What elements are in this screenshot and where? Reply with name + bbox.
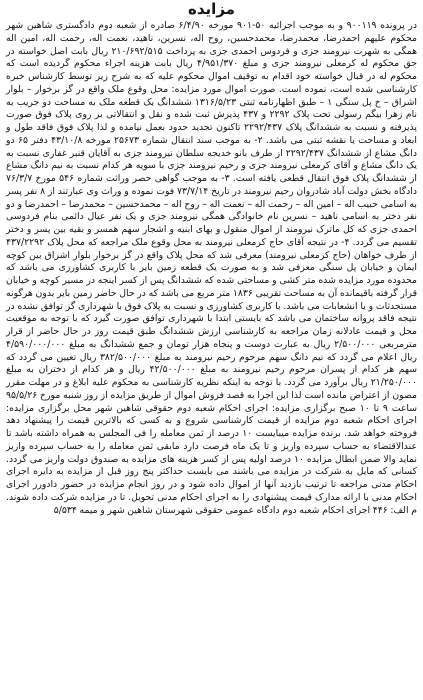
notice-body: در پرونده ۹۰۰۱۱۹ و به موجب اجرائیه ۵۰-۹۰۱ مورخه ۶/۴/۹۰ صادره از شعبه دوم دادگستری شاهین شهر محکوم علیهم احمدرضا، محمدرضا، محمدحسین، روح اله، نسرین، ناهید، نعمت اله، رحمت اله، امین اله همگی به شهرت نیرومند جزی و فردوس احمدی جزی به پرداخت ۲۱۰/۶۹۲/۵۱۵ ریال بابت اصل خواسته در حق محکوم له کرمعلی نیرومند جزی و مبلغ ۴/۹۵۱/۳۷۰ ریال بابت هزینه اجراء محکوم گردیده است که محکوم له در قبال خواسته خود اقدام به توقیف اموال محکوم علیه که به شرح زیر توسط کارشناس خبره کارشناسی شده است، نموده است. صورت اموال مورد مزایده: محل وقوع ملک واقع در گز برخوار – بلوار اشراق – خ پل سنگی ۱ – طبق اظهارنامه ثبتی ۱۳۱۶/۵/۲۳ ششدانگ یک قطعه ملک به مساحت دو جریب به نام زهرا بیگم رسولی تحت پلاک ۲۲۹۲ و ۴۳۷ پذیرش ثبت شده و نقل و انتقالاتی بر روی پلاک فوق صورت پذیرفته و نسبت به ششدانگ پلاک ۲۲۹۲/۴۳۷ تاکنون تجدید حدود بعمل نیامده و لذا پلاک فوق فاقد طول و ابعاد و مساحت یا نقشه ثبتی می باشد. ۲- به موجب سند انتقال شماره ۲۵۶۷۳ مورخه ۴۳/۱۰/۸ دفتر ۶۵ دو دانگ مشاع از ششدانگ ۲۲۹۲/۴۳۷ از طرف بانو خدیجه سلطان نیرومند جزی به آقایان قنبر غفاری نسبت به یک دانگ مشاع و آقای کرمعلی نیرومند جزی و رحیم نیرومند جزی با سویه هر کدام نسبت به نیم دانگ مشاع از ششدانگ پلاک فوق انتقال قطعی یافته است. ۳- به موجب گواهی حصر وراثت شماره ۵۴۶ مورخ ۷۶/۳/۷ دادگاه بخش دولت آباد شادروان رحیم نیرومند در تاریخ ۷۳/۷/۱۴ فوت نموده و وراث وی عبارتند از ۸ نفر پسر به اسامی حبیب اله – امین اله – رحمت اله – نعمت اله – روح اله – محمدحسین – محمدرضا – احمدرضا و دو نفر دختر به اسامی ناهید – نسرین نام خانوادگی همگی نیرومند جزی و یک نفر عیال دائمی بنام فردوسی احمدی جزی که کل ماترک نیرومند از اموال منقول و بهای ابنیه و اشجار سهم همسر و بقیه بین پسر و دختر تقسیم می گردد. ۴- در نتیجه آقای حاج کرمعلی نیرومند به محل وقوع ملک مراجعه که محل پلاک ۴۳۷/۲۲۹۲ از طرف خواهان (حاج کرمعلی نیرومند) معرفی شد که محل پلاک واقع در گز برخوار بلوار اشراق بین کوچه ایمان و خیابان پل سنگی معرفی شد و به صورت یک قطعه زمین باير با کاربری کشاورزی می باشد که محدوده مورد مزایده شده متر کشی و مساحتی شده که ششدانگ پس از کسر اینجه در مسیر کوچه و خیابان قرار گرفته باقیمانده آن به مساحت تقریبی ۱۸۳۶ متر مربع می باشد که در حال حاضر زمین باير بدون هرگونه مستحدثات و یا انشعابات می باشد. با کاربری کشاورزی و نسبت به پلاک فوق با شهرداری گز توافق نشده در نتیجه فاقد پروانه ساختمان می باشد که بایستی ابتدا با شهرداری توافق صورت گیرد که با توجه به موقعیت محل و قیمت عادلانه زمان مراجعه به کارشناسی ارزش ششدانگ طبق قیمت روز در حال حاضر از قرار مترمربعی ۲/۵۰۰/۰۰۰ ریال به عبارت دوست و پنجاه هزار تومان و جمع ششدانگ به مبلغ ۴/۵۹۰/۰۰۰/۰۰۰ ریال اعلام می گردد که نیم دانگ سهم مرحوم رحیم نیرومند به مبلغ ۳۸۲/۵۰۰/۰۰۰ ریال تعیین می گردد که سهم هر کدام از پسران مرحوم رحیم نیرومند به مبلغ ۴۲/۵۰۰/۰۰۰ ریال و هر کدام از دختران به مبلغ ۲۱/۲۵۰/۰۰۰ ریال برآورد می گردد. با توجه به اینکه نظریه کارشناسی به محکوم علیه ابلاغ و در مهلت مقرر مصون از اعتراض مانده است لذا این اجرا به قصد فروش اموال از طریق مزایده از روز شنبه مورخ ۹۵/۵/۲۶ ساعت ۹ تا ۱۰ صبح برگزاری مزایده: اجرای احکام شعبه دوم حقوقی شاهین شهر محل برگزاری مزایده: اجرای احکام شعبه دوم مزایده از قیمت کارشناسی شروع و به کسی که بالاترین قیمت را پیشنهاد دهد فروخته خواهد شد. برنده مزایده میبایست ۱۰ درصد از ثمن معامله را فی المجلس به همراه داشته باشد تا عندالاقتضاء به حساب سپرده واریز و تا یک ماه فرصت دارد مابقی ثمن معامله را به حساب سپرده واریز نماید والا ضمن ابطال مزایده ۱۰ درصد اولیه پس از کسر هزینه های مزایده به صندوق دولت واریز می گردد. کسانی که مایل به شرکت در مزایده می باشند می بایست حداکثر پنج روز قبل از مزایده به دایره اجرای احکام مدنی مراجعه تا ترتیب بازدید آنها از اموال داده شود و در روز انجام مزایده در حضور دادورز اجرای احکام مدنی با ارائه مدارک قیمت پیشنهادی را به اجرای احکام مدنی تحویل. تا در مزایده شرکت داده شوند. م الف: ۴۴۶ اجرای احکام شعبه دوم دادگاه عمومی حقوقی شهرستان شاهین شهر و میمه ۵/۵۳۴ [6,20,418,516]
notice-title: مزایده [188,0,235,18]
